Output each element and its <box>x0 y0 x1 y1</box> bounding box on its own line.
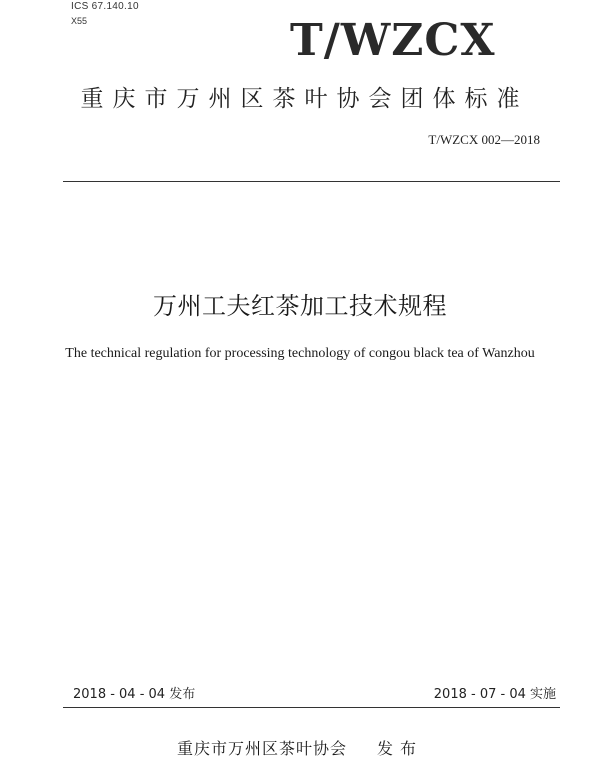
standard-number: T/WZCX 002—2018 <box>428 132 540 147</box>
classification-code: X55 <box>71 16 88 26</box>
document-title-chinese: 万州工夫红茶加工技术规程 <box>153 292 447 320</box>
footer-divider <box>63 707 560 708</box>
header-divider <box>63 181 560 182</box>
document-title-english: The technical regulation for processing technology of congou black tea of Wanzhou <box>65 346 535 361</box>
implement-date: 2018 - 07 - 04 实施 <box>433 687 556 702</box>
publish-date: 2018 - 04 - 04 发布 <box>73 687 196 702</box>
ics-code: ICS 67.140.10 <box>71 1 139 12</box>
standard-logo: T/WZCX <box>290 15 496 66</box>
organization-standard-title: 重庆市万州区茶叶协会团体标准 <box>80 86 529 112</box>
issuer-line <box>0 738 600 760</box>
issue-verb: 发布 <box>377 739 424 758</box>
issuer-name: 重庆市万州区茶叶协会 <box>176 739 347 758</box>
